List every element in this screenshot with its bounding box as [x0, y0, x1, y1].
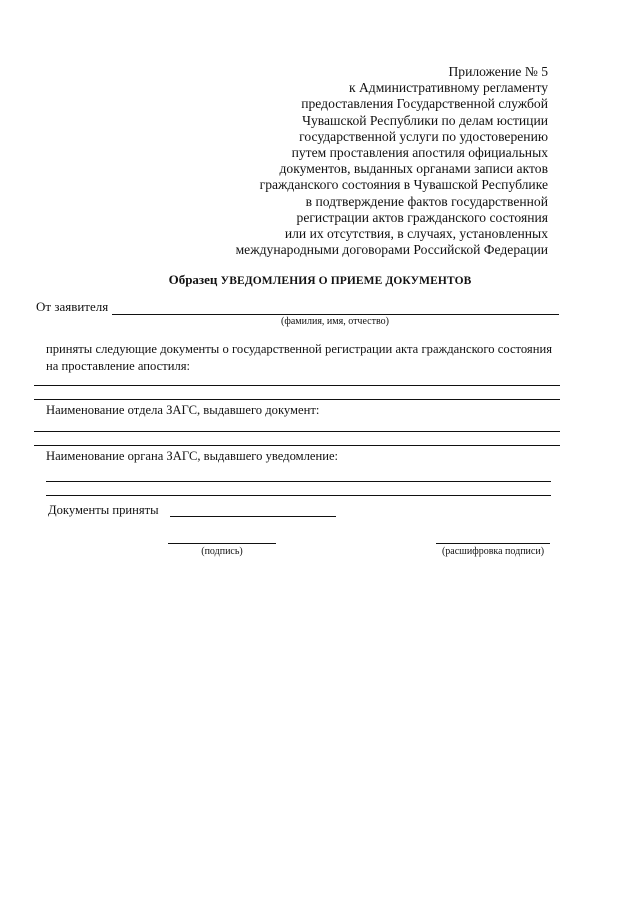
documents-line-2[interactable]: [34, 399, 560, 400]
zags-department-line-1[interactable]: [34, 431, 560, 432]
appendix-line: документов, выданных органами записи актов: [279, 161, 548, 177]
appendix-line: или их отсутствия, в случаях, установленных: [284, 226, 548, 242]
appendix-line: в подтверждение фактов государственной: [305, 193, 548, 209]
appendix-line: путем проставления апостиля официальных: [291, 145, 548, 161]
applicant-name-line[interactable]: [112, 314, 559, 315]
zags-authority-label: Наименование органа ЗАГС, выдавшего уведомление:: [46, 449, 339, 463]
signature-caption: (подпись): [201, 546, 243, 557]
zags-authority-line-2[interactable]: [46, 495, 551, 496]
appendix-line: международными договорами Российской Федерации: [235, 242, 548, 258]
signature-decryption-line[interactable]: [436, 543, 550, 544]
applicant-name-caption: (фамилия, имя, отчество): [281, 316, 389, 327]
documents-line-1[interactable]: [34, 385, 560, 386]
document-title: [0, 272, 640, 288]
title-prefix: Образец: [168, 272, 218, 287]
from-applicant-label: От заявителя: [36, 299, 109, 314]
documents-accepted-label: Документы приняты: [48, 503, 159, 517]
appendix-line: Приложение № 5: [448, 64, 548, 79]
appendix-line: государственной услуги по удостоверению: [299, 128, 548, 144]
zags-department-label: Наименование отдела ЗАГС, выдавшего документ:: [46, 403, 320, 417]
appendix-line: предоставления Государственной службой: [301, 96, 548, 112]
appendix-line: к Административному регламенту: [348, 80, 548, 96]
documents-accepted-line[interactable]: [170, 516, 336, 517]
zags-department-line-2[interactable]: [34, 445, 560, 446]
appendix-line: гражданского состояния в Чувашской Республике: [259, 177, 548, 193]
zags-authority-line-1[interactable]: [46, 481, 551, 482]
appendix-line: регистрации актов гражданского состояния: [296, 209, 548, 225]
appendix-header: [188, 64, 548, 258]
title-caps: УВЕДОМЛЕНИЯ О ПРИЕМЕ ДОКУМЕНТОВ: [220, 275, 472, 287]
signature-line[interactable]: [168, 543, 276, 544]
appendix-line: Чувашской Республики по делам юстиции: [302, 112, 548, 128]
documents-paragraph: приняты следующие документы о государственной регистрации акта гражданского состояния на проставление апостиля:: [46, 342, 552, 373]
signature-decryption-caption: (расшифровка подписи): [441, 546, 545, 557]
